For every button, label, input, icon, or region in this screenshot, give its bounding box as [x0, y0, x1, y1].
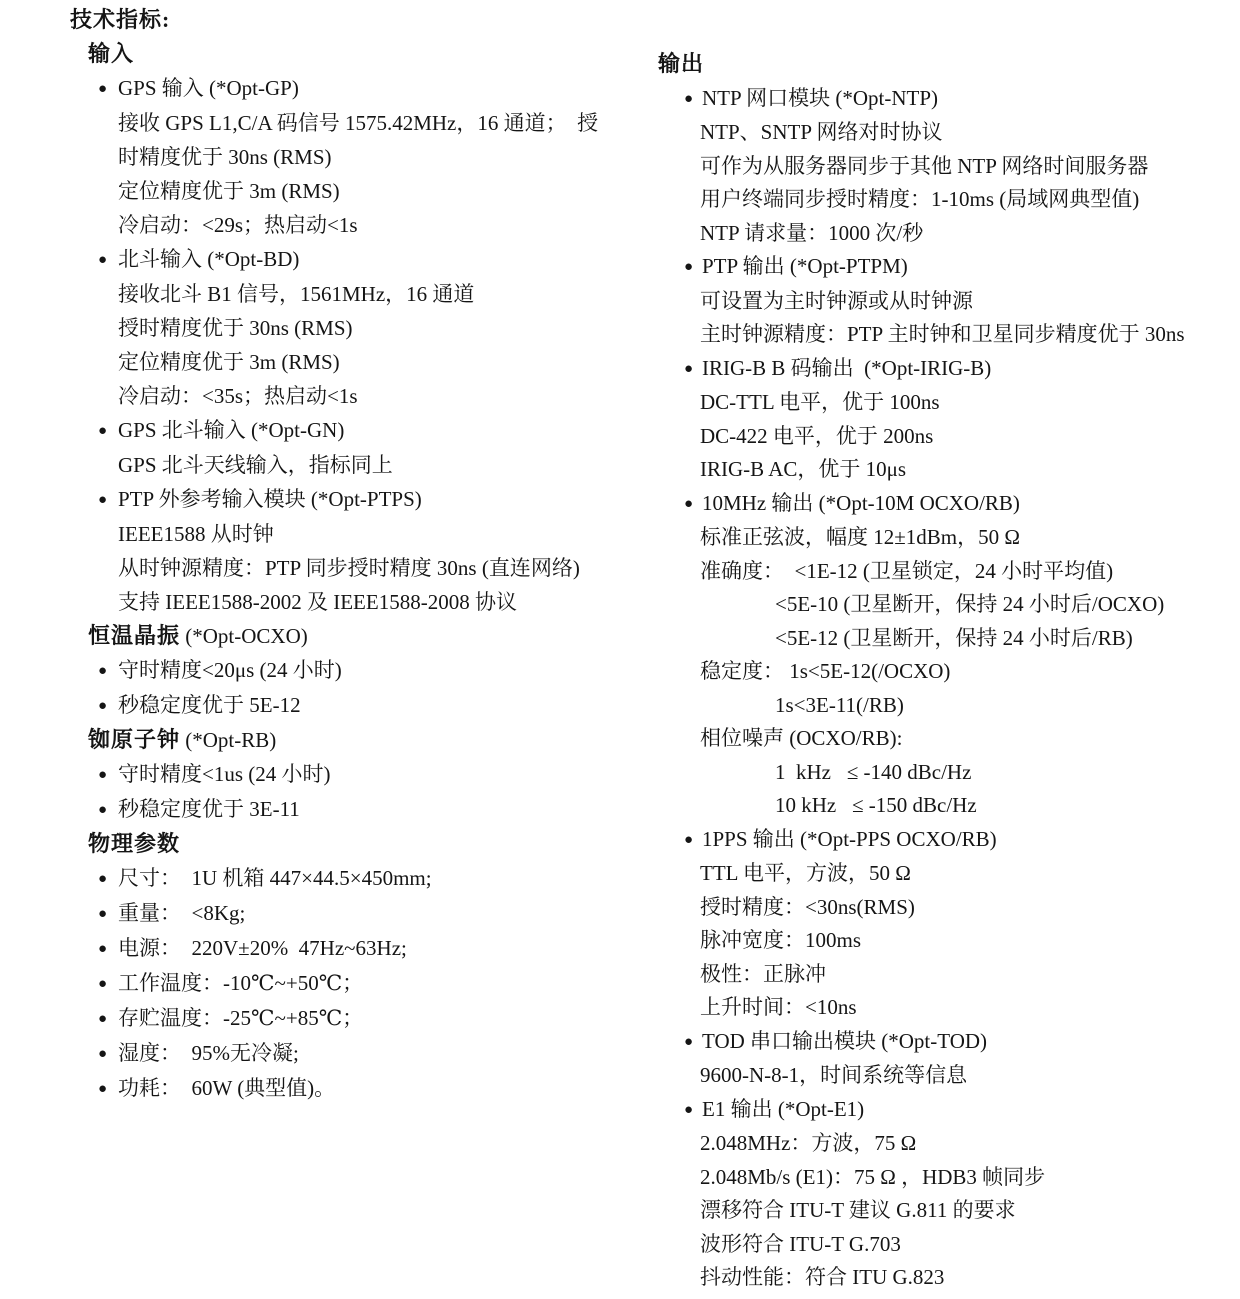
- spec-line: 2.048Mb/s (E1)：75 Ω ，HDB3 帧同步: [700, 1164, 1046, 1189]
- bullet-item: [70, 971, 655, 996]
- spec-line-indent: 1 kHz ≤ -140 dBc/Hz: [775, 759, 972, 784]
- spec-line: 稳定度： 1s<5E-12(/OCXO): [700, 659, 951, 683]
- spec-line-indent: <5E-10 (卫星断开，保持 24 小时后/OCXO): [775, 592, 1165, 616]
- bullet-item: [70, 76, 655, 101]
- bullet-item-label: 北斗输入 (*Opt-BD): [118, 247, 300, 271]
- bullet-icon: ●: [684, 1033, 694, 1050]
- spec-line: 接收北斗 B1 信号，1561MHz，16 通道: [118, 282, 475, 306]
- bullet-icon: ●: [98, 767, 108, 783]
- bullet-item-label: 湿度： 95%无冷凝;: [118, 1041, 299, 1065]
- bullet-icon: ●: [98, 1011, 108, 1027]
- bullet-item: [70, 936, 655, 961]
- bullet-item: [70, 693, 655, 718]
- bullet-item: [70, 1041, 655, 1066]
- bullet-item-label: 功耗： 60W (典型值)。: [118, 1076, 336, 1100]
- spec-line: IEEE1588 从时钟: [118, 522, 274, 546]
- spec-line: 2.048MHz：方波，75 Ω: [700, 1131, 917, 1155]
- spec-line: 漂移符合 ITU-T 建议 G.811 的要求: [700, 1198, 1016, 1222]
- spec-line: 接收 GPS L1,C/A 码信号 1575.42MHz，16 通道； 授: [118, 111, 599, 135]
- bullet-item-label: 1PPS 输出 (*Opt-PPS OCXO/RB): [702, 826, 997, 851]
- bullet-item-label: GPS 输入 (*Opt-GP): [118, 76, 299, 100]
- bullet-item-label: PTP 输出 (*Opt-PTPM): [702, 254, 908, 278]
- spec-line: 用户终端同步授时精度：1-10ms (局域网典型值): [700, 187, 1140, 211]
- spec-line: DC-TTL 电平，优于 100ns: [700, 390, 940, 414]
- bullet-item-label: GPS 北斗输入 (*Opt-GN): [118, 418, 345, 442]
- bullet-item-label: 守时精度<20μs (24 小时): [118, 658, 342, 682]
- bullet-icon: ●: [684, 259, 694, 275]
- spec-line: 波形符合 ITU-T G.703: [700, 1231, 901, 1256]
- bullet-icon: ●: [684, 1101, 694, 1118]
- spec-line: TTL 电平，方波，50 Ω: [700, 861, 911, 885]
- bullet-item: [70, 1076, 655, 1101]
- bullet-icon: ●: [98, 802, 108, 818]
- bullet-item-label: IRIG-B B 码输出 (*Opt-IRIG-B): [702, 355, 992, 380]
- spec-line: 冷启动：<35s；热启动<1s: [118, 384, 358, 408]
- spec-line: 冷启动：<29s；热启动<1s: [118, 213, 358, 237]
- spec-line: NTP、SNTP 网络对时协议: [700, 120, 943, 144]
- bullet-icon: ●: [98, 698, 108, 714]
- spec-line: 可设置为主时钟源或从时钟源: [700, 288, 973, 313]
- bullet-item: [70, 901, 655, 926]
- bullet-item-label: 守时精度<1us (24 小时): [118, 762, 331, 786]
- bullet-icon: ●: [98, 492, 108, 508]
- bullet-icon: ●: [684, 831, 694, 848]
- bullet-item-label: 秒稳定度优于 5E-12: [118, 693, 301, 717]
- bullet-icon: ●: [98, 81, 108, 97]
- bullet-item: [658, 86, 1240, 111]
- section-heading: [70, 624, 655, 648]
- bullet-icon: ●: [684, 495, 694, 512]
- bullet-item: [70, 866, 655, 891]
- section-heading-option: (*Opt-RB): [180, 728, 277, 752]
- spec-line: 可作为从服务器同步于其他 NTP 网络时间服务器: [700, 153, 1149, 178]
- bullet-icon: ●: [98, 941, 108, 957]
- spec-line: 极性：正脉冲: [700, 961, 826, 986]
- doc-title: 技术指标:: [70, 7, 171, 32]
- spec-line: 定位精度优于 3m (RMS): [118, 179, 340, 203]
- bullet-item: [658, 827, 1240, 852]
- section-heading-option: (*Opt-OCXO): [180, 624, 308, 648]
- right-column: [658, 52, 1240, 1299]
- spec-line: 脉冲宽度：100ms: [700, 928, 862, 952]
- spec-line-indent: <5E-12 (卫星断开，保持 24 小时后/RB): [775, 625, 1133, 650]
- bullet-icon: ●: [98, 423, 108, 439]
- spec-line: 标准正弦波，幅度 12±1dBm，50 Ω: [700, 525, 1020, 549]
- bullet-item-label: PTP 外参考输入模块 (*Opt-PTPS): [118, 487, 422, 511]
- spec-line: 从时钟源精度：PTP 同步授时精度 30ns (直连网络): [118, 556, 580, 580]
- bullet-icon: ●: [98, 1046, 108, 1062]
- bullet-icon: ●: [98, 663, 108, 679]
- bullet-item: [70, 418, 655, 443]
- bullet-item: [70, 762, 655, 787]
- bullet-item: [658, 1097, 1240, 1122]
- bullet-icon: ●: [98, 252, 108, 268]
- spec-line: 9600-N-8-1，时间系统等信息: [700, 1063, 968, 1087]
- bullet-icon: ●: [684, 360, 694, 377]
- section-heading-bold: 铷原子钟: [88, 727, 181, 752]
- spec-line: 相位噪声 (OCXO/RB):: [700, 726, 903, 750]
- left-column: [70, 8, 655, 1111]
- bullet-item: [658, 491, 1240, 516]
- bullet-item: [658, 356, 1240, 381]
- spec-line: 授时精度：<30ns(RMS): [700, 894, 915, 919]
- bullet-icon: ●: [684, 90, 694, 107]
- bullet-item: [658, 254, 1240, 279]
- bullet-item: [70, 658, 655, 683]
- spec-line: 上升时间：<10ns: [700, 995, 857, 1019]
- bullet-icon: ●: [98, 906, 108, 922]
- spec-line-indent: 10 kHz ≤ -150 dBc/Hz: [775, 793, 977, 817]
- spec-line: 授时精度优于 30ns (RMS): [118, 316, 353, 340]
- bullet-icon: ●: [98, 871, 108, 887]
- section-heading: [70, 728, 655, 752]
- bullet-item: [70, 797, 655, 822]
- bullet-item: [70, 1006, 655, 1031]
- bullet-item: [70, 487, 655, 512]
- spec-line: 准确度： <1E-12 (卫星锁定，24 小时平均值): [700, 558, 1114, 583]
- bullet-item-label: E1 输出 (*Opt-E1): [702, 1096, 865, 1121]
- spec-line: 时精度优于 30ns (RMS): [118, 145, 332, 169]
- bullet-item-label: 工作温度：-10℃~+50℃；: [118, 971, 364, 995]
- bullet-icon: ●: [98, 1081, 108, 1097]
- spec-line: DC-422 电平，优于 200ns: [700, 423, 934, 448]
- spec-line: 主时钟源精度：PTP 主时钟和卫星同步精度优于 30ns: [700, 322, 1185, 346]
- bullet-item-label: 10MHz 输出 (*Opt-10M OCXO/RB): [702, 490, 1020, 515]
- spec-line: 定位精度优于 3m (RMS): [118, 350, 340, 374]
- spec-line: GPS 北斗天线输入，指标同上: [118, 453, 393, 477]
- section-heading: 物理参数: [88, 831, 181, 856]
- bullet-item-label: 存贮温度：-25℃~+85℃；: [118, 1006, 364, 1030]
- spec-line: 支持 IEEE1588-2002 及 IEEE1588-2008 协议: [118, 590, 517, 614]
- section-heading: 输出: [658, 51, 705, 76]
- bullet-item-label: 重量： <8Kg;: [118, 901, 246, 925]
- spec-line-indent: 1s<3E-11(/RB): [775, 692, 904, 717]
- bullet-icon: ●: [98, 976, 108, 992]
- spec-line: NTP 请求量：1000 次/秒: [700, 220, 924, 245]
- bullet-item-label: TOD 串口输出模块 (*Opt-TOD): [702, 1028, 988, 1053]
- bullet-item-label: 电源： 220V±20% 47Hz~63Hz;: [118, 936, 407, 960]
- bullet-item: [70, 247, 655, 272]
- section-heading-bold: 恒温晶振: [88, 623, 181, 648]
- section-heading: 输入: [88, 41, 135, 66]
- bullet-item-label: 秒稳定度优于 3E-11: [118, 797, 300, 821]
- spec-line: 抖动性能：符合 ITU G.823: [700, 1265, 945, 1289]
- spec-line: IRIG-B AC，优于 10μs: [700, 457, 907, 481]
- bullet-item-label: 尺寸： 1U 机箱 447×44.5×450mm;: [118, 866, 432, 890]
- bullet-item-label: NTP 网口模块 (*Opt-NTP): [702, 85, 939, 110]
- bullet-item: [658, 1029, 1240, 1054]
